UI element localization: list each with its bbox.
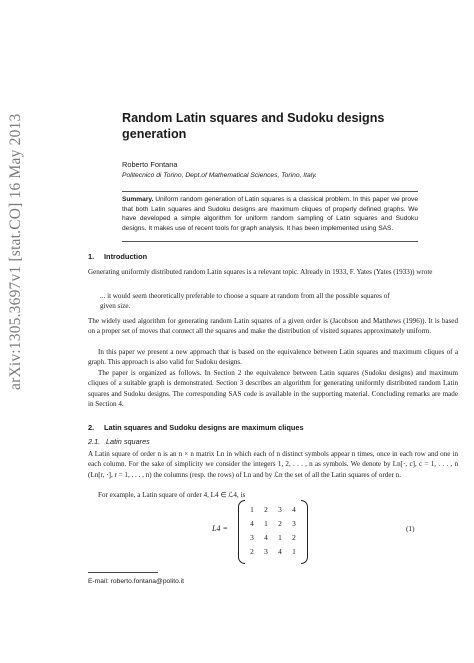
matrix-cell: 1 xyxy=(278,533,282,542)
footnote-rule xyxy=(88,572,158,573)
latin-square-example-intro: For example, a Latin square of order 4, L4 ∈ ℒ4, is xyxy=(98,491,246,499)
left-parenthesis xyxy=(238,500,245,564)
matrix-cell: 3 xyxy=(264,547,268,556)
subsection-2-1-heading xyxy=(88,437,150,446)
section-1-heading xyxy=(88,252,147,261)
intro-paragraph-3: In this paper we present a new approach that is based on the equivalence between Latin squares and maximum cliques of a graph. This approach is also valid for Sudoku designs. xyxy=(88,348,458,367)
matrix-cell: 1 xyxy=(264,519,268,528)
intro-paragraph-1: Generating uniformly distributed random Latin squares is a relevant topic. Already in 1933, F. Yates (Yates (1933)) wrote xyxy=(88,268,433,276)
section-2-heading xyxy=(88,423,304,432)
matrix-cell: 2 xyxy=(264,505,268,514)
right-parenthesis xyxy=(301,500,308,564)
paper-title: Random Latin squares and Sudoku designs generation xyxy=(122,111,385,141)
equation-1-number: (1) xyxy=(406,524,415,533)
matrix-row xyxy=(247,545,299,559)
section-2-number: 2. xyxy=(88,423,95,432)
matrix-cell: 2 xyxy=(250,547,254,556)
matrix-cell: 1 xyxy=(250,505,254,514)
subsection-2-1-title: Latin squares xyxy=(106,437,150,446)
matrix-cell: 1 xyxy=(292,547,296,556)
matrix-row xyxy=(247,517,299,531)
author-affiliation: Politecnico di Torino, Dept.of Mathematical Sciences, Torino, Italy. xyxy=(122,172,317,179)
section-1-title: Introduction xyxy=(104,252,148,261)
matrix-row xyxy=(247,503,299,517)
abstract-top-rule xyxy=(122,191,418,192)
matrix-cell: 4 xyxy=(292,505,296,514)
matrix-cell: 4 xyxy=(250,519,254,528)
abstract-label: Summary. xyxy=(122,196,154,203)
matrix-cell: 3 xyxy=(278,505,282,514)
abstract-bottom-rule xyxy=(122,241,418,242)
intro-paragraph-4: The paper is organized as follows. In Section 2 the equivalence between Latin squares (Sudoku designs) and maximum cliques of a suitable graph is demonstrated. Section 3 describes an algorithm for generating uniformly distributed random Latin squares and Sudoku designs. The corresponding SAS code is available in the supporting material. Concluding remarks are made in Section 4. xyxy=(88,369,458,409)
matrix-cell: 4 xyxy=(278,547,282,556)
matrix-grid xyxy=(247,503,299,559)
abstract xyxy=(122,195,418,233)
equation-1 xyxy=(88,500,458,564)
subsection-2-1-number: 2.1. xyxy=(88,437,101,446)
latin-square-matrix xyxy=(238,500,308,564)
matrix-row xyxy=(247,531,299,545)
equation-1-label: L4 = xyxy=(212,524,228,533)
matrix-cell: 3 xyxy=(250,533,254,542)
abstract-text: Uniform random generation of Latin squares is a classical problem. In this paper we prove that both Latin squares and Sudoku designs are maximum cliques of properly defined graphs. We have developed a simple algorithm for uniform random sampling of Latin squares and Sudoku designs. It makes use of recent tools for graph analysis. It has been implemented using SAS. xyxy=(122,196,418,232)
matrix-cell: 2 xyxy=(278,519,282,528)
section-1-number: 1. xyxy=(88,252,95,261)
arxiv-identifier-stamp: arXiv:1305.3697v1 [stat.CO] 16 May 2013 xyxy=(7,113,24,390)
section-2-title: Latin squares and Sudoku designs are maximum cliques xyxy=(104,423,304,432)
latin-square-definition: A Latin square of order n is an n × n matrix Ln in which each of n distinct symbols appear n times, once in each row and one in each column. For the sake of simplicity we consider the integers 1, 2, . . . , n as symbols. We denote by Ln[·, c], c = 1, . . . , n (Ln[r, ·], r = 1, . . . , n) the columns (resp. the rows) of Ln and by ℒn the set of all the Latin squares of order n. xyxy=(88,450,458,479)
yates-quote: ... it would seem theoretically preferable to choose a square at random from all the possible squares of given size. xyxy=(100,292,390,311)
footnote-email: E-mail: roberto.fontana@polito.it xyxy=(88,578,185,585)
matrix-cell: 4 xyxy=(264,533,268,542)
matrix-cell: 3 xyxy=(292,519,296,528)
author-name: Roberto Fontana xyxy=(122,160,178,169)
matrix-cell: 2 xyxy=(292,533,296,542)
intro-paragraph-2: The widely used algorithm for generating random Latin squares of a given order is (Jacobson and Matthews (1996)). It is based on a proper set of moves that connect all the squares and make the distribution of visited squares approximately uniform. xyxy=(88,317,458,336)
